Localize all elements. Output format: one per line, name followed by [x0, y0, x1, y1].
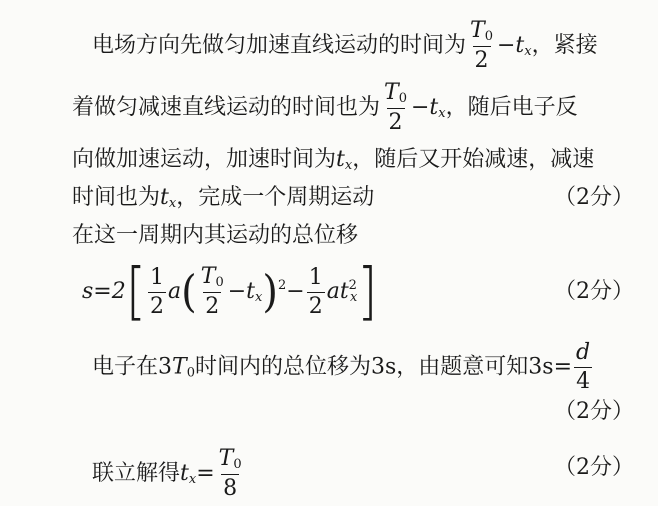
- line-1-text: 电场方向先做匀加速直线运动的时间为: [92, 33, 467, 58]
- den-2: 2: [150, 293, 165, 319]
- s-equals-2: s=2: [82, 279, 126, 304]
- line-2-suffix: ，随后电子反: [445, 95, 578, 120]
- var-a: a: [168, 279, 182, 304]
- den-2: 2: [388, 110, 403, 135]
- var-T: T: [470, 18, 485, 43]
- sub-0: 0: [484, 29, 493, 44]
- fraction-t0-over-2: [468, 20, 495, 72]
- right-bracket: ]: [357, 256, 378, 328]
- minus: −: [410, 95, 430, 120]
- sub-0: 0: [398, 91, 407, 106]
- sub-x: x: [168, 196, 177, 211]
- line-7-text: 电子在: [92, 354, 159, 380]
- score-label: （2分）: [554, 455, 634, 480]
- fraction-t0-over-2: [199, 266, 226, 318]
- var-t: t: [180, 461, 189, 486]
- fraction-d-over-4: [574, 342, 592, 393]
- var-t: t: [515, 33, 525, 58]
- square-exp: 2: [348, 278, 357, 293]
- sub-0: 0: [233, 457, 242, 472]
- minus: −: [496, 33, 516, 58]
- var-T: T: [218, 446, 234, 471]
- fraction-t0-over-8: [217, 448, 244, 500]
- var-T: T: [172, 354, 187, 380]
- sub-0: 0: [186, 365, 195, 381]
- fraction-t0-over-2: [382, 82, 409, 134]
- var-a: a: [326, 279, 340, 304]
- line-2-text: 着做匀减速直线运动的时间也为: [72, 95, 381, 120]
- den-2: 2: [474, 48, 489, 73]
- sub-x: x: [344, 158, 353, 173]
- left-paren: (: [181, 266, 197, 318]
- line-3-suffix: ，随后又开始减速，减速: [352, 147, 595, 172]
- square-exp: 2: [277, 278, 287, 293]
- line-3-text: 向做加速运动，加速时间为: [72, 147, 337, 172]
- var-d: d: [576, 340, 591, 365]
- sub-x: x: [349, 290, 358, 305]
- var-t: t: [246, 279, 256, 304]
- score-label: （2分）: [554, 279, 634, 304]
- right-paren: ): [262, 266, 278, 318]
- den-4: 4: [576, 369, 591, 394]
- num-1: 1: [308, 264, 323, 290]
- den-2: 2: [308, 293, 323, 319]
- sub-0: 0: [215, 275, 224, 290]
- score-label: （2分）: [554, 185, 634, 210]
- var-t: t: [339, 279, 349, 304]
- var-t: t: [429, 95, 439, 120]
- line-1-suffix: ，紧接: [531, 33, 598, 58]
- three-s-equals: 3s=: [528, 354, 573, 380]
- line-4-text: 时间也为: [72, 185, 161, 210]
- line-8-text: 联立解得: [92, 461, 181, 486]
- fraction-1-over-2: [307, 264, 325, 319]
- num-1: 1: [150, 264, 165, 290]
- fraction-1-over-2: [148, 264, 166, 319]
- var-T: T: [384, 80, 399, 105]
- sub-x: x: [255, 290, 263, 305]
- num-3: 3: [158, 354, 173, 380]
- sub-x: x: [438, 106, 446, 121]
- left-bracket: [: [125, 256, 147, 328]
- equals: =: [196, 461, 215, 486]
- sub-x: x: [524, 44, 532, 59]
- minus: −: [286, 279, 305, 304]
- displacement-formula: [0, 256, 658, 328]
- minus: −: [227, 279, 247, 304]
- score-label: （2分）: [554, 399, 634, 424]
- line-7-middle: 时间内的总位移为3s，由题意可知: [194, 354, 529, 380]
- den-2: 2: [205, 294, 220, 319]
- var-t: t: [160, 185, 169, 210]
- line-5-text: 在这一周期内其运动的总位移: [72, 223, 359, 248]
- var-t: t: [336, 147, 345, 172]
- var-T: T: [200, 264, 216, 289]
- line-4-suffix: ，完成一个周期运动: [176, 185, 375, 210]
- den-8: 8: [223, 476, 238, 501]
- sub-x: x: [188, 472, 197, 487]
